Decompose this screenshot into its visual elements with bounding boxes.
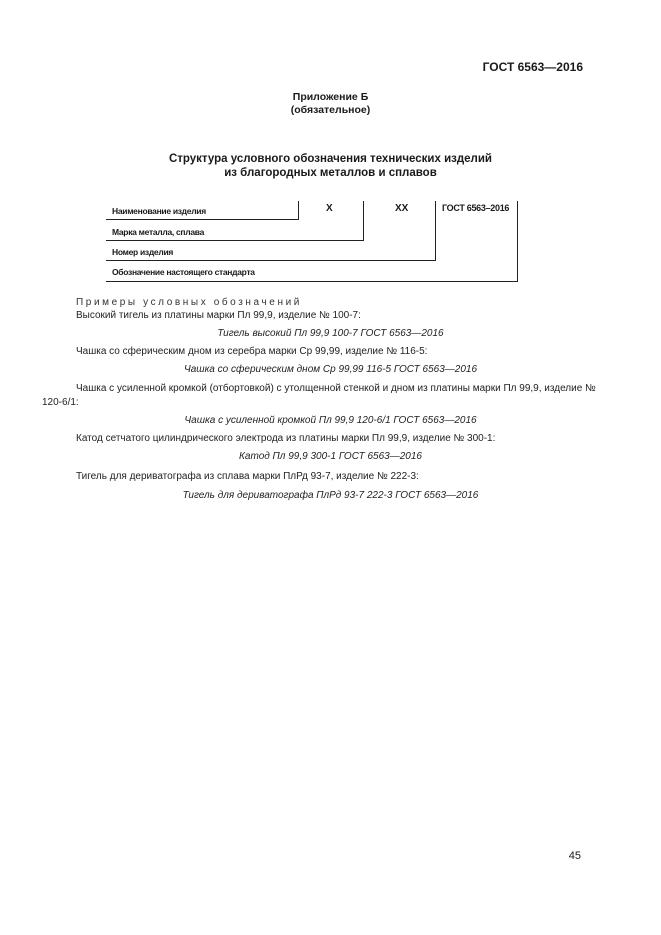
- structure-mark-grade: ХХ: [395, 203, 409, 214]
- example-1-designation: Тигель высокий Пл 99,9 100-7 ГОСТ 6563—2016: [217, 328, 444, 339]
- structure-line-2: [106, 240, 364, 241]
- structure-label-item-number: Номер изделия: [112, 247, 174, 257]
- structure-line-3: [106, 260, 436, 261]
- structure-vline-1: [298, 201, 299, 220]
- structure-vline-2: [363, 201, 364, 241]
- structure-mark-name: Х: [326, 203, 333, 214]
- example-2-description: Чашка со сферическим дном из серебра марки Ср 99,99, изделие № 116-5:: [76, 346, 428, 357]
- structure-vline-3: [435, 201, 436, 261]
- example-3-description: Чашка с усиленной кромкой (отбортовкой) с утолщенной стенкой и дном из платины марки Пл 99,9, изделие № 120-6/1:: [42, 383, 596, 408]
- structure-vline-4: [517, 201, 518, 282]
- structure-mark-standard: ГОСТ 6563–2016: [442, 203, 510, 213]
- example-4-designation: Катод Пл 99,9 300-1 ГОСТ 6563—2016: [239, 451, 422, 462]
- example-3-designation: Чашка с усиленной кромкой Пл 99,9 120-6/1 ГОСТ 6563—2016: [184, 415, 477, 426]
- structure-label-metal-grade: Марка металла, сплава: [112, 227, 205, 237]
- structure-label-item-name: Наименование изделия: [112, 206, 206, 216]
- example-1-description: Высокий тигель из платины марки Пл 99,9, изделие № 100-7:: [76, 310, 361, 321]
- appendix-subtitle: (обязательное): [290, 104, 371, 116]
- section-title-line-1: Структура условного обозначения технических изделий: [168, 153, 493, 165]
- appendix-title: Приложение Б: [292, 91, 369, 103]
- examples-heading: Примеры условных обозначений: [76, 297, 302, 308]
- designation-structure-diagram: [0, 0, 661, 300]
- structure-line-4: [106, 281, 518, 282]
- example-4-description: Катод сетчатого цилиндрического электрода из платины марки Пл 99,9, изделие № 300-1:: [76, 433, 496, 444]
- example-5-description: Тигель для дериватографа из сплава марки ПлРд 93-7, изделие № 222-3:: [76, 471, 419, 482]
- structure-label-standard: Обозначение настоящего стандарта: [112, 267, 255, 277]
- example-2-designation: Чашка со сферическим дном Ср 99,99 116-5 ГОСТ 6563—2016: [183, 364, 478, 375]
- section-title-line-2: из благородных металлов и сплавов: [224, 167, 437, 179]
- example-5-designation: Тигель для дериватографа ПлРд 93-7 222-3 ГОСТ 6563—2016: [182, 490, 479, 501]
- structure-line-1: [106, 219, 299, 220]
- document-code: ГОСТ 6563—2016: [482, 60, 583, 74]
- page-number: 45: [568, 850, 581, 862]
